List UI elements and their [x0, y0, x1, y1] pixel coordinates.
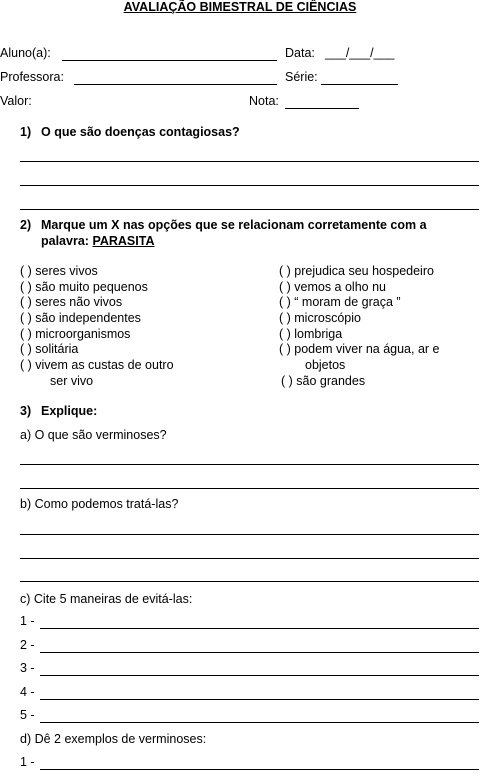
q3c-item-4-line[interactable]	[40, 699, 479, 700]
q3c-item-4-label: 4 -	[20, 685, 35, 699]
option-right-7[interactable]: ( ) são grandes	[281, 374, 366, 388]
q3b-answer-line-3[interactable]	[20, 581, 479, 582]
page-title: AVALIAÇÃO BIMESTRAL DE CIÊNCIAS	[123, 0, 357, 14]
option-left-4[interactable]: ( ) são independentes	[20, 311, 141, 325]
data-field[interactable]: ___/___/___	[325, 46, 395, 60]
q3a-text: a) O que são verminoses?	[20, 428, 167, 442]
option-left-7[interactable]: ( ) vivem as custas de outro	[20, 358, 174, 372]
option-right-6-continuation: objetos	[305, 358, 346, 372]
option-right-1[interactable]: ( ) prejudica seu hospedeiro	[279, 264, 434, 278]
q3d-item-1-label: 1 -	[20, 755, 35, 769]
q3d-text: d) Dê 2 exemplos de verminoses:	[20, 732, 207, 746]
q3c-item-2-label: 2 -	[20, 638, 35, 652]
q3b-answer-line-2[interactable]	[20, 558, 479, 559]
option-right-6[interactable]: ( ) podem viver na água, ar e	[279, 342, 440, 356]
q3c-item-2-line[interactable]	[40, 652, 479, 653]
q3c-item-3-line[interactable]	[40, 675, 479, 676]
aluno-field[interactable]	[62, 60, 277, 61]
q3c-text: c) Cite 5 maneiras de evitá-las:	[20, 592, 193, 606]
q1-answer-line-1[interactable]	[20, 161, 479, 162]
q3b-answer-line-1[interactable]	[20, 534, 479, 535]
q2-number: 2)	[20, 218, 32, 232]
option-left-7-continuation: ser vivo	[50, 374, 94, 388]
option-right-4[interactable]: ( ) microscópio	[279, 311, 361, 325]
option-right-3[interactable]: ( ) “ moram de graça ”	[279, 295, 401, 309]
q3-number: 3)	[20, 404, 32, 418]
q2-text-line-2	[41, 234, 154, 248]
q3c-item-1-label: 1 -	[20, 614, 35, 628]
q3a-answer-line-2[interactable]	[20, 488, 479, 489]
q2-text-prefix: palavra:	[41, 234, 89, 248]
option-left-6[interactable]: ( ) solitária	[20, 342, 79, 356]
professora-field[interactable]	[74, 84, 277, 85]
q2-keyword: PARASITA	[92, 234, 155, 248]
q3c-item-5-line[interactable]	[40, 722, 479, 723]
aluno-label: Aluno(a):	[0, 46, 51, 60]
q1-answer-line-2[interactable]	[20, 185, 479, 186]
option-right-5[interactable]: ( ) lombriga	[279, 327, 343, 341]
q1-number: 1)	[20, 125, 32, 139]
q3c-item-5-label: 5 -	[20, 708, 35, 722]
q3d-item-1-line[interactable]	[40, 769, 479, 770]
option-left-1[interactable]: ( ) seres vivos	[20, 264, 98, 278]
q3c-item-1-line[interactable]	[40, 628, 479, 629]
option-left-3[interactable]: ( ) seres não vivos	[20, 295, 123, 309]
serie-label: Série:	[285, 70, 318, 84]
option-right-2[interactable]: ( ) vemos a olho nu	[279, 280, 386, 294]
q3a-answer-line-1[interactable]	[20, 464, 479, 465]
q1-answer-line-3[interactable]	[20, 209, 479, 210]
serie-field[interactable]	[321, 84, 398, 85]
q3c-item-3-label: 3 -	[20, 661, 35, 675]
q1-text: O que são doenças contagiosas?	[41, 125, 240, 139]
nota-label: Nota:	[249, 94, 279, 108]
q3-text: Explique:	[41, 404, 98, 418]
option-left-2[interactable]: ( ) são muito pequenos	[20, 280, 148, 294]
nota-field[interactable]	[285, 108, 359, 109]
professora-label: Professora:	[0, 70, 64, 84]
option-left-5[interactable]: ( ) microorganismos	[20, 327, 131, 341]
data-label: Data:	[285, 46, 315, 60]
valor-label: Valor:	[0, 94, 32, 108]
q2-text-line-1: Marque um X nas opções que se relacionam corretamente com a	[41, 218, 427, 232]
q3b-text: b) Como podemos tratá-las?	[20, 497, 179, 511]
